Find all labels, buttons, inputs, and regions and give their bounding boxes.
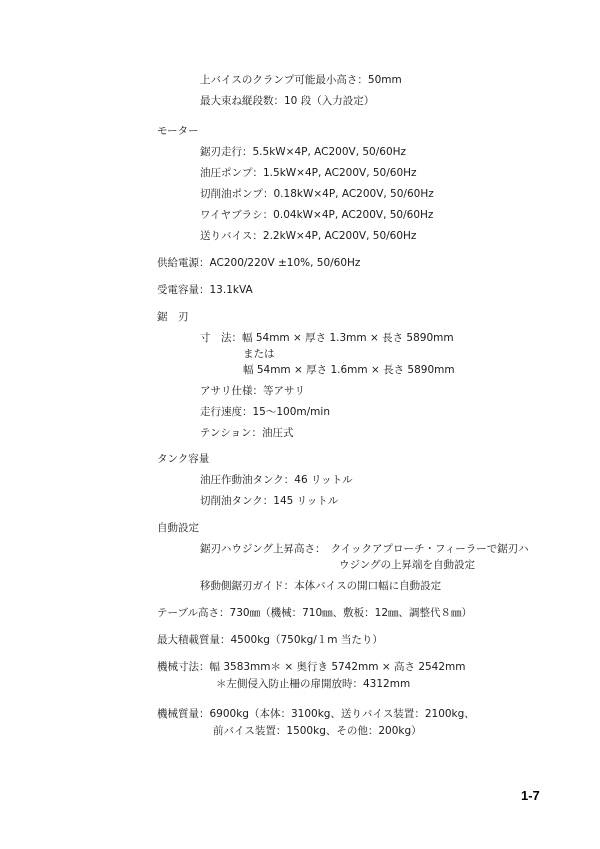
motor-coolant-line: 切削油ポンプ：0.18kW×4P, AC200V, 50/60Hz: [200, 188, 434, 200]
blade-set-line: アサリ仕様：等アサリ: [200, 385, 305, 397]
dimensions-line: 機械寸法：幅 3583mm＊ × 奥行き 5742mm × 高さ 2542mm: [157, 661, 466, 673]
blade-tension-line: テンション：油圧式: [200, 427, 294, 439]
blade-size-line-1: 寸 法：幅 54mm × 厚さ 1.3mm × 長さ 5890mm: [200, 332, 454, 344]
auto-housing-line-2: ウジングの上昇端を自動設定: [339, 559, 476, 571]
motor-heading: モーター: [157, 125, 199, 137]
power-supply-line: 供給電源：AC200/220V ±10%, 50/60Hz: [157, 257, 361, 269]
clamp-height-line: 上バイスのクランプ可能最小高さ：50mm: [200, 74, 402, 86]
blade-size-line-2: 幅 54mm × 厚さ 1.6mm × 長さ 5890mm: [243, 364, 455, 376]
auto-housing-line-1: 鋸刃ハウジング上昇高さ： クイックアプローチ・フィーラーで鋸刃ハ: [200, 543, 529, 555]
auto-guide-line: 移動側鋸刃ガイド：本体バイスの開口幅に自動設定: [200, 580, 442, 592]
tank-heading: タンク容量: [157, 453, 210, 465]
dimensions-note-line: ＊左側侵入防止柵の扉開放時：4312mm: [216, 678, 411, 690]
weight-line-1: 機械質量：6900kg（本体：3100kg、送りバイス装置：2100kg、: [157, 708, 475, 720]
blade-speed-line: 走行速度：15～100m/min: [200, 406, 330, 418]
tank-hydraulic-line: 油圧作動油タンク：46 リットル: [200, 474, 353, 486]
power-capacity-line: 受電容量：13.1kVA: [157, 284, 253, 296]
motor-brush-line: ワイヤブラシ：0.04kW×4P, AC200V, 50/60Hz: [200, 209, 434, 221]
max-load-line: 最大積載質量：4500kg（750kg/１m 当たり）: [157, 634, 383, 646]
motor-feed-line: 送りバイス：2.2kW×4P, AC200V, 50/60Hz: [200, 230, 417, 242]
blade-or-line: または: [243, 348, 275, 360]
motor-saw-line: 鋸刃走行：5.5kW×4P, AC200V, 50/60Hz: [200, 146, 407, 158]
blade-heading: 鋸 刃: [157, 311, 189, 323]
motor-pump-line: 油圧ポンプ：1.5kW×4P, AC200V, 50/60Hz: [200, 167, 417, 179]
tank-coolant-line: 切削油タンク：145 リットル: [200, 495, 339, 507]
bundle-stages-line: 最大束ね縦段数：10 段（入力設定）: [200, 95, 375, 107]
weight-line-2: 前バイス装置：1500kg、その他：200kg）: [213, 725, 422, 737]
page-number: 1-7: [521, 788, 540, 803]
table-height-line: テーブル高さ：730㎜（機械：710㎜、敷板：12㎜、調整代８㎜）: [157, 607, 472, 619]
auto-heading: 自動設定: [157, 522, 199, 534]
